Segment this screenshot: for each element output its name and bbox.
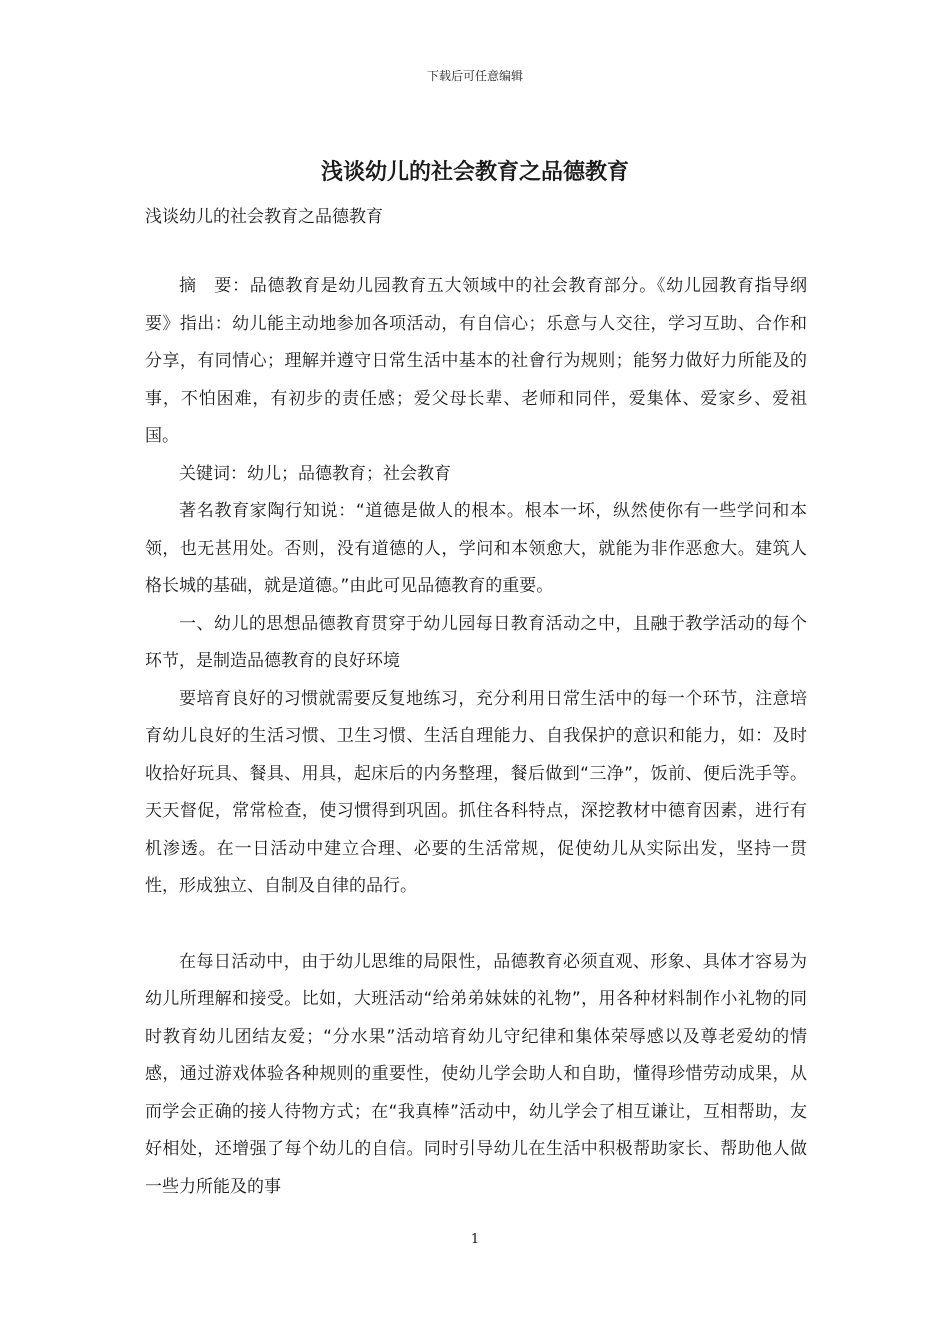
body-paragraph: 要培育良好的习惯就需要反复地练习，充分利用日常生活中的每一个环节，注意培育幼儿良好的生活习惯、卫生习惯、生活自理能力、自我保护的意识和能力，如：及时收拾好玩具、餐具、用具，起床后的内务整理，餐后做到“三净”，饭前、便后洗手等。天天督促，常常检查，使习惯得到巩固。抓住各科特点，深挖教材中德育因素，进行有机渗透。在一日活动中建立合理、必要的生活常规，促使幼儿从实际出发，坚持一贯性，形成独立、自制及自律的品行。 [145,688,807,896]
abstract-paragraph: 摘 要：品德教育是幼儿园教育五大领域中的社会教育部分。《幼儿园教育指导纲要》指出：幼儿能主动地参加各项活动，有自信心；乐意与人交往，学习互助、合作和分享，有同情心；理解并遵守日常生活中基本的社會行为规则；能努力做好力所能及的事，不怕困难，有初步的责任感；爱父母长辈、老师和同伴，爱集体、爱家乡、爱祖国。 [145,276,807,446]
page-header: 下载后可任意编辑 [426,69,523,83]
document-title: 浅谈幼儿的社会教育之品德教育 [320,160,629,185]
page-number: 1 [470,1232,480,1247]
document-body [145,268,807,1206]
body-paragraph: 在每日活动中，由于幼儿思维的局限性，品德教育必须直观、形象、具体才容易为幼儿所理解和接受。比如，大班活动“给弟弟妹妹的礼物”，用各种材料制作小礼物的同时教育幼儿团结友爱；“分水果”活动培育幼儿守纪律和集体荣辱感以及尊老爱幼的情感，通过游戏体验各种规则的重要性，使幼儿学会助人和自助，懂得珍惜劳动成果，从而学会正确的接人待物方式；在“我真棒”活动中，幼儿学会了相互谦让，互相帮助，友好相处，还增强了每个幼儿的自信。同时引导幼儿在生活中积极帮助家长、帮助他人做一些力所能及的事 [145,951,807,1197]
body-paragraph: 著名教育家陶行知说：“道德是做人的根本。根本一坏，纵然使你有一些学问和本领，也无甚用处。否则，没有道德的人，学问和本领愈大，就能为非作恶愈大。建筑人格长城的基础，就是道德。”由此可见品德教育的重要。 [145,501,807,596]
document-subtitle: 浅谈幼儿的社会教育之品德教育 [145,207,383,227]
keywords-paragraph: 关键词：幼儿；品德教育；社会教育 [179,463,451,484]
section-heading: 一、幼儿的思想品德教育贯穿于幼儿园每日教育活动之中，且融于教学活动的每个环节，是制造品德教育的良好环境 [145,613,807,671]
